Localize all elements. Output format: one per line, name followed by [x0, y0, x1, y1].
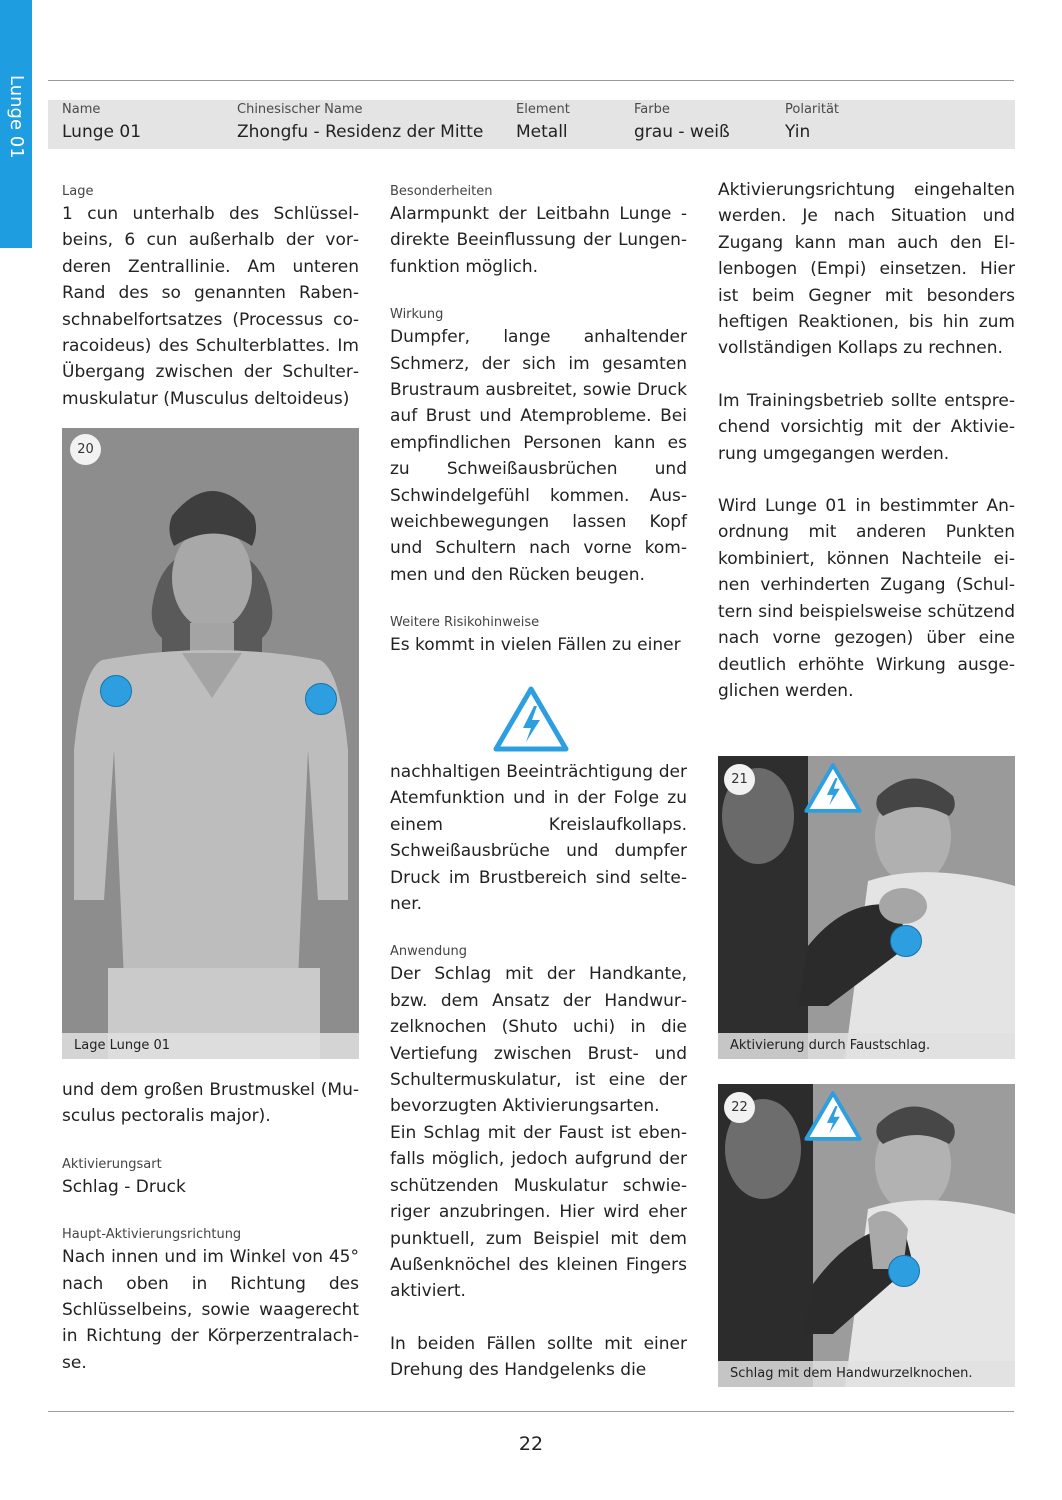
column-1-top — [62, 183, 359, 412]
figure-22-number: 22 — [724, 1092, 755, 1123]
acupoint-marker — [888, 1255, 920, 1287]
risikohinweise-text: Es kommt in vielen Fällen zu einer — [390, 635, 681, 656]
figure-21-photo — [718, 756, 1015, 1059]
high-voltage-warning-icon — [804, 762, 862, 814]
anwendung-label: Anwendung — [390, 944, 467, 960]
column-3-text-1: Aktivierungsrichtung eingehalten werden. Je nach Situation und Zugang kann man auch den Ellenbogen (Empi) einsetzen. Hier ist beim Gegner mit besonders heftigen Reaktionen, bis hin zum vollständigen Kollaps zu rechnen. — [718, 180, 1015, 359]
high-voltage-warning-icon — [804, 1090, 862, 1142]
anwendung-text-3: In beiden Fällen sollte mit einer Drehung des Handgelenks die — [390, 1333, 687, 1381]
besonderheiten-label: Besonderheiten — [390, 184, 493, 199]
acupoint-marker — [890, 925, 922, 957]
side-tab — [0, 0, 32, 248]
info-color: Farbe grau - weiß — [634, 102, 730, 142]
high-voltage-warning-icon — [493, 686, 569, 752]
lage-label: Lage — [62, 184, 94, 199]
figure-22-photo — [718, 1084, 1015, 1387]
risikohinweise-text-continued: nachhaltigen Beeinträchtigung der Atemfunktion und in der Folge zu einem Kreislaufkollaps. Schweißausbrüche und dumpfer Druck im Brustbereich sind seltener. — [390, 762, 687, 915]
aktivierungsart-text: Schlag - Druck — [62, 1176, 186, 1197]
column-2-bottom — [390, 759, 687, 1384]
column-3-text-3: Wird Lunge 01 in bestimmter Anordnung mit anderen Punkten kombiniert, können Nachteile einen verhinderten Zugang (Schultern sind beispielsweise schützend nach vorne gezogen) über eine deutlich erhöhte Wirkung ausgeglichen werden. — [718, 496, 1015, 701]
column-2-top — [390, 183, 687, 659]
lage-text-continued: und dem großen Brustmuskel (Musculus pectoralis major). — [62, 1080, 359, 1127]
figure-22-caption: Schlag mit dem Handwurzelknochen. — [718, 1361, 1015, 1387]
lage-text: 1 cun unterhalb des Schlüsselbeins, 6 cun außerhalb der vorderen Zentrallinie. Am unteren Rand des so genannten Rabenschnabelfortsatzes (Processus coracoideus) des Schulterblattes. Im Übergang zwischen der Schultermuskulatur (Musculus deltoideus) — [62, 204, 359, 409]
column-3-text-2: Im Trainingsbetrieb sollte entsprechend vorsichtig mit der Aktivierung umgegangen werden. — [718, 390, 1015, 464]
acupoint-marker-left — [100, 675, 132, 707]
column-3 — [718, 177, 1015, 704]
figure-21-caption: Aktivierung durch Faustschlag. — [718, 1033, 1015, 1059]
anwendung-text-2: Ein Schlag mit der Faust ist ebenfalls möglich, jedoch aufgrund der schützenden Muskulatur schwieriger anzubringen. Hier wird eher punktuell, zum Beispiel mit dem Außenknöchel des kleinen Fingers aktiviert. — [390, 1122, 687, 1302]
page-number: 22 — [518, 1433, 544, 1455]
figure-21-number: 21 — [724, 764, 755, 795]
side-tab-label: Lunge 01 — [6, 75, 27, 159]
wirkung-text: Dumpfer, lange anhaltender Schmerz, der sich im gesamten Brustraum ausbreitet, sowie Druck auf Brust und Atemprobleme. Bei empfindlichen Personen kann es zu Schweißausbrüchen und Schwindelgefühl kommen. Ausweichbewegungen lassen Kopf und Schultern nach vorne kommen und den Rücken beugen. — [390, 327, 687, 585]
info-name: Name Lunge 01 — [62, 102, 142, 142]
column-1-bottom — [62, 1077, 359, 1376]
besonderheiten-text: Alarmpunkt der Leitbahn Lunge - direkte Beeinflussung der Lungenfunktion möglich. — [390, 204, 687, 277]
risikohinweise-label: Weitere Risikohinweise — [390, 615, 540, 631]
anwendung-text-1: Der Schlag mit der Handkante, bzw. dem Ansatz der Handwurzelknochen (Shuto uchi) in die Vertiefung zwischen Brust- und Schultermuskulatur, ist eine der bevorzugten Aktivierungsarten. — [390, 964, 687, 1117]
top-rule — [48, 80, 1014, 81]
palm-heel-strike-illustration — [718, 1084, 1015, 1387]
haupt-aktivierungsrichtung-text: Nach innen und im Winkel von 45° nach oben in Richtung des Schlüsselbeins, sowie waagerecht in Richtung der Körperzentralachse. — [62, 1247, 359, 1373]
fist-strike-illustration — [718, 756, 1015, 1059]
aktivierungsart-label: Aktivierungsart — [62, 1156, 162, 1172]
figure-20-number: 20 — [70, 434, 101, 465]
acupoint-marker-right — [305, 683, 337, 715]
info-bar — [48, 100, 1015, 149]
info-polarity: Polarität Yin — [785, 102, 840, 142]
figure-20-photo — [62, 428, 359, 1059]
info-chinese-name: Chinesischer Name Zhongfu - Residenz der Mitte — [237, 102, 484, 142]
bottom-rule — [48, 1411, 1014, 1412]
info-element: Element Metall — [516, 102, 570, 142]
figure-20-caption: Lage Lunge 01 — [62, 1033, 359, 1059]
person-standing-illustration — [62, 428, 359, 1059]
haupt-aktivierungsrichtung-label: Haupt-Aktivierungsrichtung — [62, 1227, 242, 1243]
wirkung-label: Wirkung — [390, 307, 444, 323]
